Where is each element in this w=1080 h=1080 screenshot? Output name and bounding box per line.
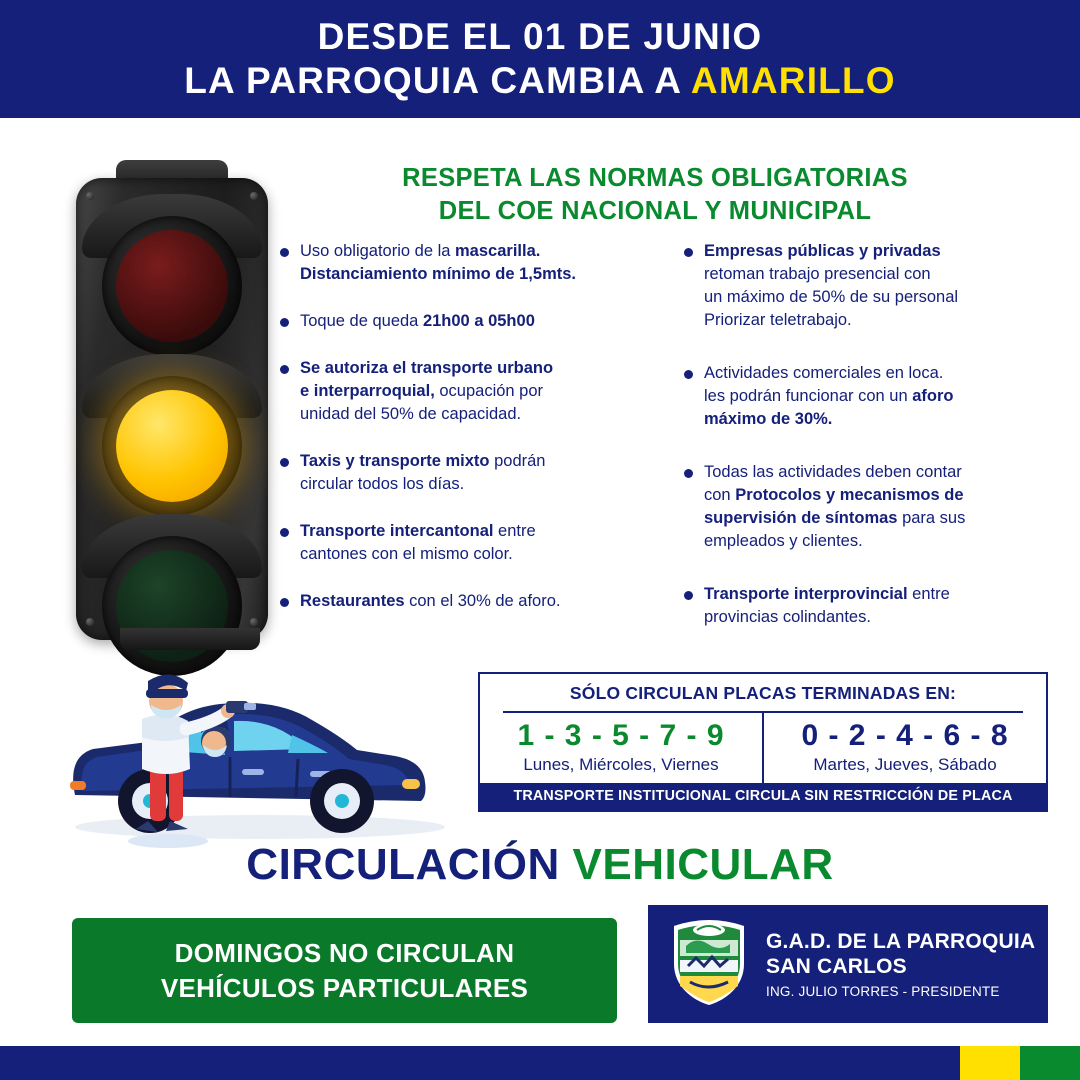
institution-banner <box>648 905 1048 1023</box>
rule-text: Todas las actividades deben contar con Protocolos y mecanismos de supervisión de síntomas para sus empleados y clientes. <box>704 463 966 550</box>
gad-coat-of-arms-icon <box>666 916 752 1013</box>
header-banner <box>0 0 1080 118</box>
list-item <box>684 362 1064 431</box>
list-item <box>280 240 660 286</box>
plates-even-column <box>762 713 1046 785</box>
bullet-icon <box>684 248 693 257</box>
footer-accent-green <box>1020 1046 1080 1080</box>
footer-bar <box>0 1046 1080 1080</box>
plates-odd-days: Lunes, Miércoles, Viernes <box>523 754 719 774</box>
rule-text: Restaurantes con el 30% de aforo. <box>300 592 561 610</box>
bullet-icon <box>684 469 693 478</box>
list-item <box>280 450 660 496</box>
plates-title: SÓLO CIRCULAN PLACAS TERMINADAS EN: <box>569 683 957 703</box>
institution-name-line1: G.A.D. DE LA PARROQUIA <box>766 930 1036 953</box>
rules-column-right <box>684 240 1064 645</box>
car-checkpoint-illustration <box>30 645 460 860</box>
plates-even-days: Martes, Jueves, Sábado <box>813 754 997 774</box>
rule-text: Uso obligatorio de la mascarilla. Distanciamiento mínimo de 1,5mts. <box>300 242 576 283</box>
rule-text: Transporte interprovincial entre provincias colindantes. <box>704 585 950 626</box>
screw-icon <box>86 618 94 626</box>
circulation-word-2: VEHICULAR <box>572 840 834 889</box>
rule-text: Toque de queda 21h00 a 05h00 <box>300 312 535 330</box>
bullet-icon <box>280 318 289 327</box>
bullet-icon <box>280 248 289 257</box>
traffic-light-illustration <box>58 160 288 640</box>
sunday-line2: VEHÍCULOS PARTICULARES <box>160 972 529 1003</box>
bullet-icon <box>684 591 693 600</box>
footer-accent-yellow <box>960 1046 1020 1080</box>
circulation-title <box>0 840 1080 890</box>
bullet-icon <box>280 528 289 537</box>
sunday-line1: DOMINGOS NO CIRCULAN <box>174 937 515 968</box>
bullet-icon <box>280 365 289 374</box>
rules-columns <box>280 240 1070 645</box>
institution-text <box>766 929 1035 999</box>
list-item <box>280 310 660 333</box>
screw-icon <box>250 618 258 626</box>
bullet-icon <box>684 370 693 379</box>
rule-text: Actividades comerciales en loca. les podrán funcionar con un aforo máximo de 30%. <box>704 364 954 428</box>
plates-even-numbers: 0 - 2 - 4 - 6 - 8 <box>801 718 1009 752</box>
screw-icon <box>86 192 94 200</box>
rules-column-left <box>280 240 660 645</box>
plates-odd-column <box>480 713 762 785</box>
plates-columns <box>480 713 1046 785</box>
rules-title <box>290 162 1020 228</box>
header-title-line2 <box>184 59 896 103</box>
header-title-prefix: LA PARROQUIA CAMBIA A <box>184 60 691 101</box>
rules-title-line2: DEL COE NACIONAL Y MUNICIPAL <box>438 197 872 225</box>
sunday-restriction-banner <box>72 918 617 1023</box>
list-item <box>280 520 660 566</box>
rule-text: Empresas públicas y privadas retoman trabajo presencial con un máximo de 50% de su personal Priorizar teletrabajo. <box>704 242 959 329</box>
list-item <box>684 461 1064 553</box>
rule-text: Taxis y transporte mixto podrán circular todos los días. <box>300 452 546 493</box>
list-item <box>684 240 1064 332</box>
header-title-line1: DESDE EL 01 DE JUNIO <box>317 16 763 57</box>
bullet-icon <box>280 598 289 607</box>
bullet-icon <box>280 458 289 467</box>
plate-restriction-box <box>478 672 1048 812</box>
list-item <box>280 590 660 613</box>
list-item <box>280 357 660 426</box>
plates-odd-numbers: 1 - 3 - 5 - 7 - 9 <box>517 718 725 752</box>
traffic-light-body <box>76 178 268 640</box>
institution-subtitle: ING. JULIO TORRES - PRESIDENTE <box>766 984 1000 999</box>
rule-text: Transporte intercantonal entre cantones con el mismo color. <box>300 522 536 563</box>
list-item <box>684 583 1064 629</box>
traffic-light-yellow-active <box>102 376 242 516</box>
screw-icon <box>250 192 258 200</box>
circulation-word-1: CIRCULACIÓN <box>246 840 560 889</box>
rule-text: Se autoriza el transporte urbano e interparroquial, ocupación por unidad del 50% de capacidad. <box>300 359 554 423</box>
rules-title-line1: RESPETA LAS NORMAS OBLIGATORIAS <box>402 164 908 192</box>
institution-name-line2: SAN CARLOS <box>766 955 907 978</box>
header-title-highlight: AMARILLO <box>690 60 896 101</box>
plates-footer-note: TRANSPORTE INSTITUCIONAL CIRCULA SIN RESTRICCIÓN DE PLACA <box>480 783 1046 810</box>
sunday-restriction-text <box>161 936 528 1006</box>
traffic-light-red <box>102 216 242 356</box>
